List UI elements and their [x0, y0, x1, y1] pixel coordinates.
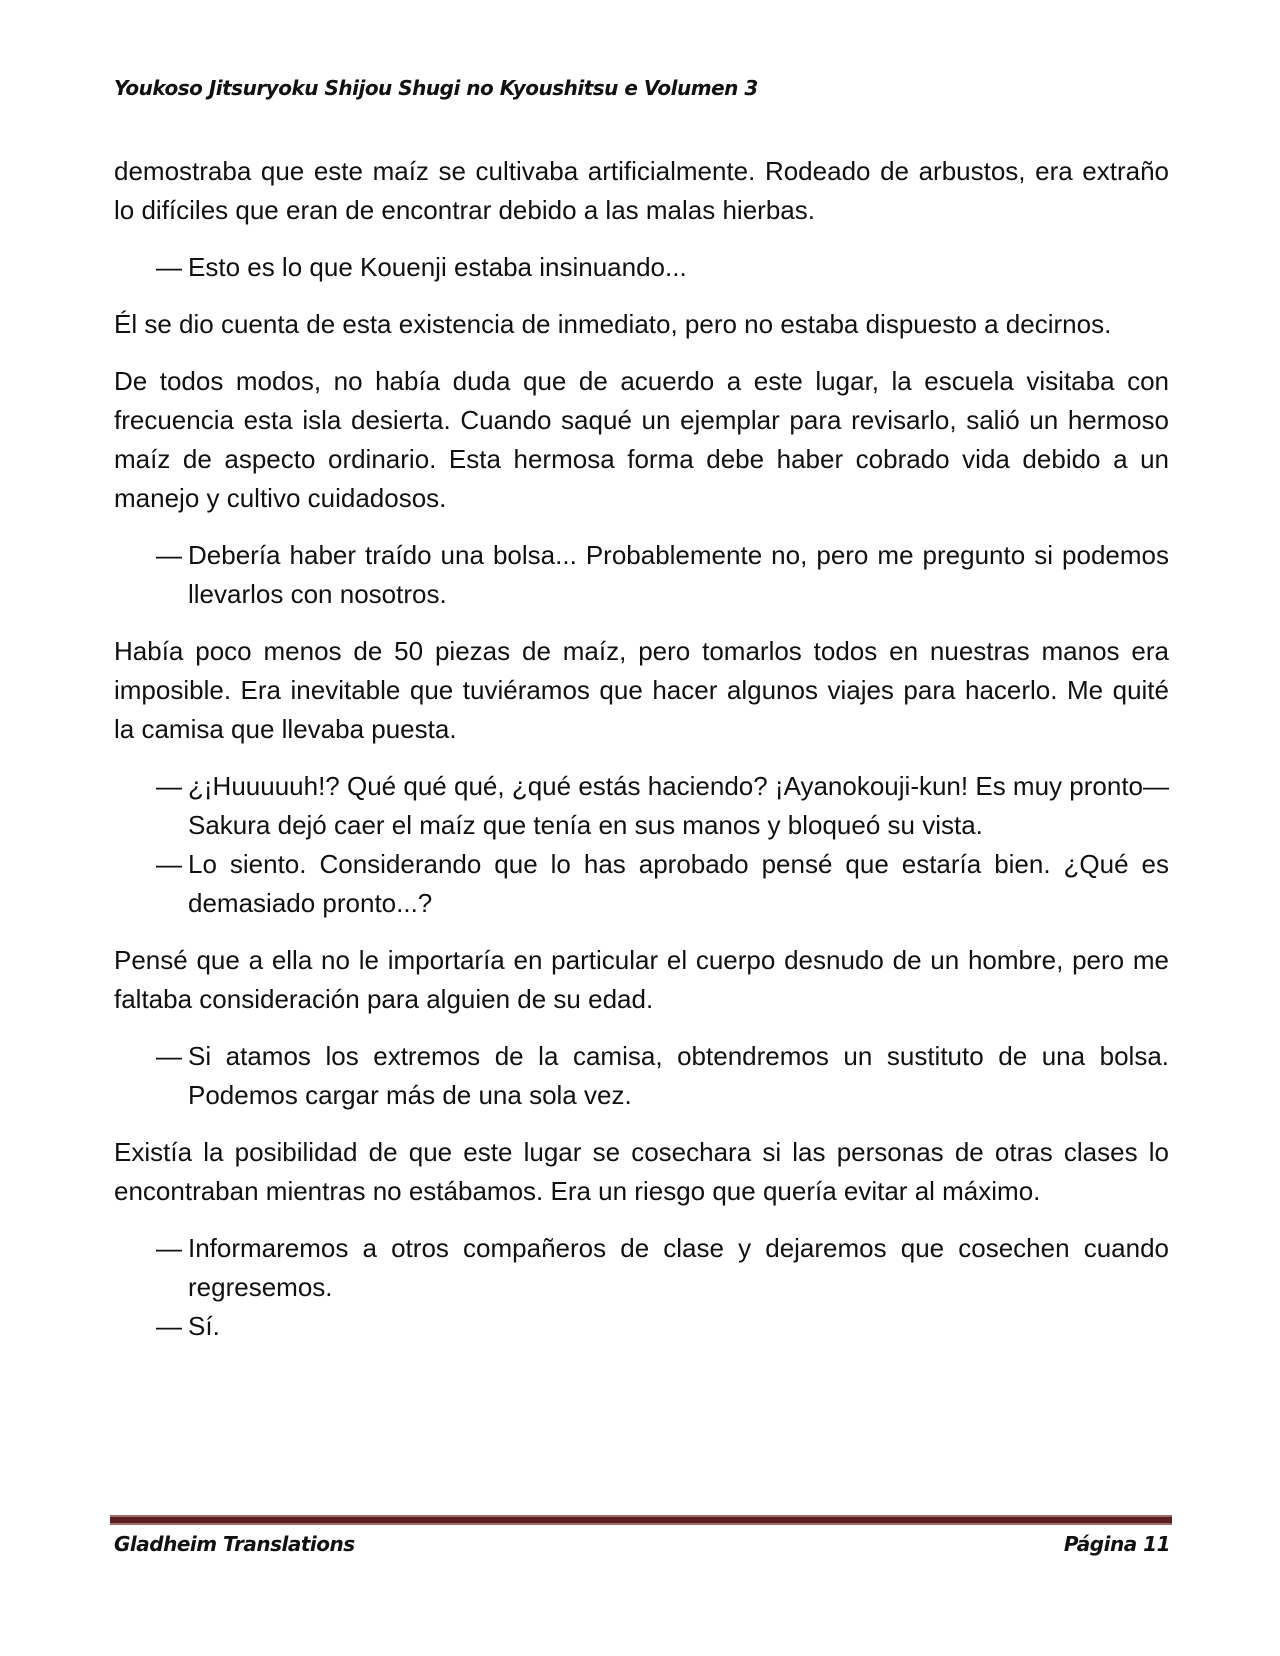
dialogue-dash: —: [156, 1311, 182, 1341]
dialogue-text: Esto es lo que Kouenji estaba insinuando...: [188, 252, 687, 282]
paragraph: Pensé que a ella no le importaría en particular el cuerpo desnudo de un hombre, pero me faltaba consideración para alguien de su edad.: [114, 945, 1169, 1014]
dialogue-text: Si atamos los extremos de la camisa, obtendremos un sustituto de una bolsa. Podemos cargar más de una sola vez.: [188, 1041, 1169, 1110]
dialogue-dash: —: [156, 1233, 182, 1263]
dialogue-line: [114, 1307, 1169, 1346]
dialogue-line: [114, 536, 1169, 614]
dialogue-dash: —: [156, 252, 182, 282]
paragraph: Existía la posibilidad de que este lugar se cosechara si las personas de otras clases lo encontraban mientras no estábamos. Era un riesgo que quería evitar al máximo.: [114, 1137, 1169, 1206]
paragraph: Él se dio cuenta de esta existencia de inmediato, pero no estaba dispuesto a decirnos.: [114, 309, 1112, 339]
page-body: [114, 152, 1169, 1364]
footer-credit: Gladheim Translations: [114, 1532, 355, 1556]
footer-rule: [110, 1515, 1172, 1525]
dialogue-block: [114, 248, 1169, 287]
dialogue-text: Informaremos a otros compañeros de clase y dejaremos que cosechen cuando regresemos.: [188, 1233, 1169, 1302]
dialogue-line: [114, 1229, 1169, 1307]
dialogue-dash: —: [156, 849, 182, 879]
paragraph: De todos modos, no había duda que de acuerdo a este lugar, la escuela visitaba con frecuencia esta isla desierta. Cuando saqué un ejemplar para revisarlo, salió un hermoso maíz de aspecto ordinario. Esta hermosa forma debe haber cobrado vida debido a un manejo y cultivo cuidadosos.: [114, 366, 1169, 513]
dialogue-dash: —: [156, 1041, 182, 1071]
dialogue-dash: —: [156, 540, 182, 570]
dialogue-block: [114, 536, 1169, 614]
dialogue-text: Lo siento. Considerando que lo has aprobado pensé que estaría bien. ¿Qué es demasiado pronto...?: [188, 849, 1169, 918]
paragraph: Había poco menos de 50 piezas de maíz, pero tomarlos todos en nuestras manos era imposible. Era inevitable que tuviéramos que hacer algunos viajes para hacerlo. Me quité la camisa que llevaba puesta.: [114, 636, 1169, 744]
dialogue-line: [114, 248, 1169, 287]
dialogue-block: [114, 767, 1169, 923]
running-header: Youkoso Jitsuryoku Shijou Shugi no Kyoushitsu e Volumen 3: [114, 76, 758, 100]
dialogue-block: [114, 1037, 1169, 1115]
dialogue-dash: —: [156, 771, 182, 801]
dialogue-text: ¿¡Huuuuuh!? Qué qué qué, ¿qué estás haciendo? ¡Ayanokouji-kun! Es muy pronto— Sakura dejó caer el maíz que tenía en sus manos y bloqueó su vista.: [188, 771, 1169, 840]
paragraph: demostraba que este maíz se cultivaba artificialmente. Rodeado de arbustos, era extraño lo difíciles que eran de encontrar debido a las malas hierbas.: [114, 156, 1169, 225]
dialogue-text: Sí.: [188, 1311, 220, 1341]
dialogue-line: [114, 1037, 1169, 1115]
dialogue-line: [114, 767, 1169, 845]
dialogue-line: [114, 845, 1169, 923]
dialogue-text: Debería haber traído una bolsa... Probablemente no, pero me pregunto si podemos llevarlos con nosotros.: [188, 540, 1169, 609]
dialogue-block: [114, 1229, 1169, 1346]
page-number: Página 11: [1063, 1532, 1170, 1556]
